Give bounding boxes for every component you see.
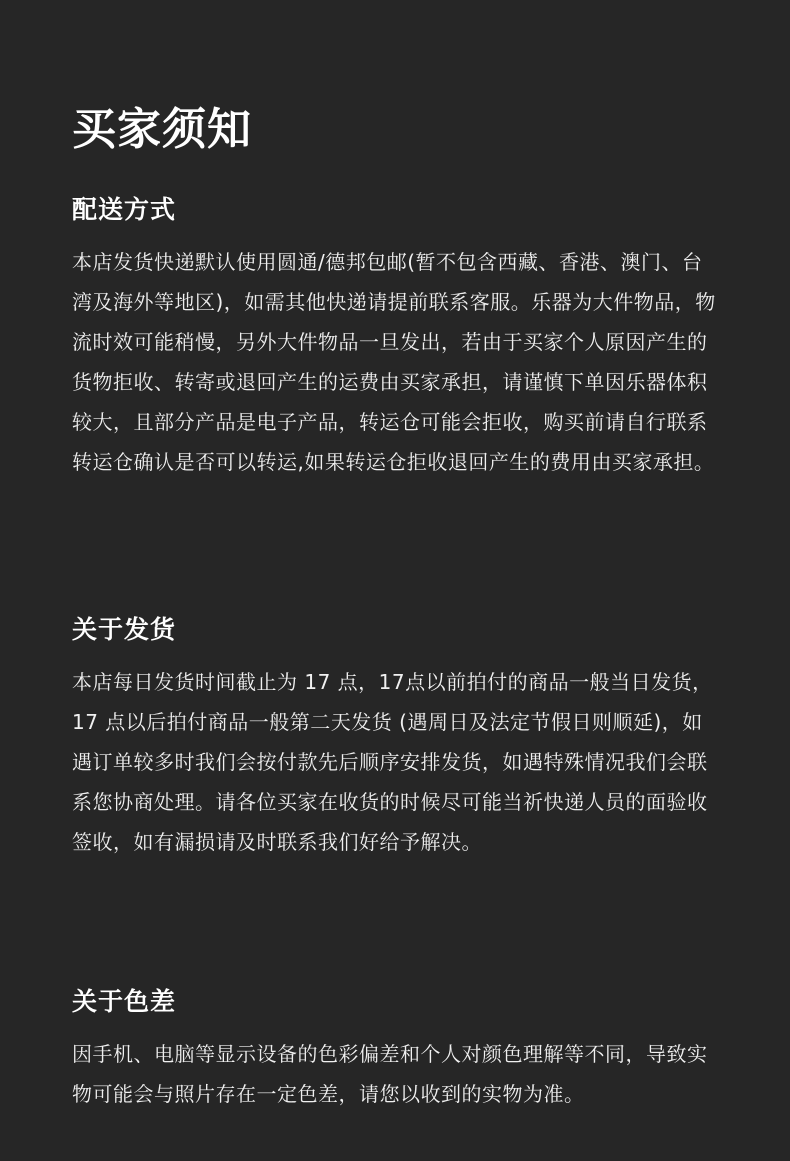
page-title: 买家须知 [72,104,252,155]
color-difference-text: 因手机、电脑等显示设备的色彩偏差和个人对颜色理解等不同，导致实物可能会与照片存在一定色差，请您以收到的实物为准。 [72,1042,708,1106]
delivery-section [72,612,722,862]
shipping-method-heading: 配送方式 [72,195,177,224]
delivery-heading: 关于发货 [72,615,177,644]
shipping-method-text: 本店发货快递默认使用圆通/德邦包邮(暂不包含西藏、香港、澳门、台湾及海外等地区)，如需其他快递请提前联系客服。乐器为大件物品，物流时效可能稍慢，另外大件物品一旦发出，若由于买家个人原因产生的货物拒收、转寄或退回产生的运费由买家承担，请谨慎下单因乐器体积较大，且部分产品是电子产品，转运仓可能会拒收，购买前请自行联系转运仓确认是否可以转运,如果转运仓拒收退回产生的费用由买家承担。 [72,250,716,474]
delivery-text: 本店每日发货时间截止为 17 点，17点以前拍付的商品一般当日发货，17 点以后拍付商品一般第二天发货 (遇周日及法定节假日则顺延)，如遇订单较多时我们会按付款先后顺序安排发货，如遇特殊情况我们会联系您协商处理。请各位买家在收货的时候尽可能当祈快递人员的面验收签收，如有漏损请及时联系我们好给予解决。 [72,670,713,854]
color-difference-heading: 关于色差 [72,987,177,1016]
shipping-method-section [72,192,722,482]
color-difference-section [72,984,722,1114]
